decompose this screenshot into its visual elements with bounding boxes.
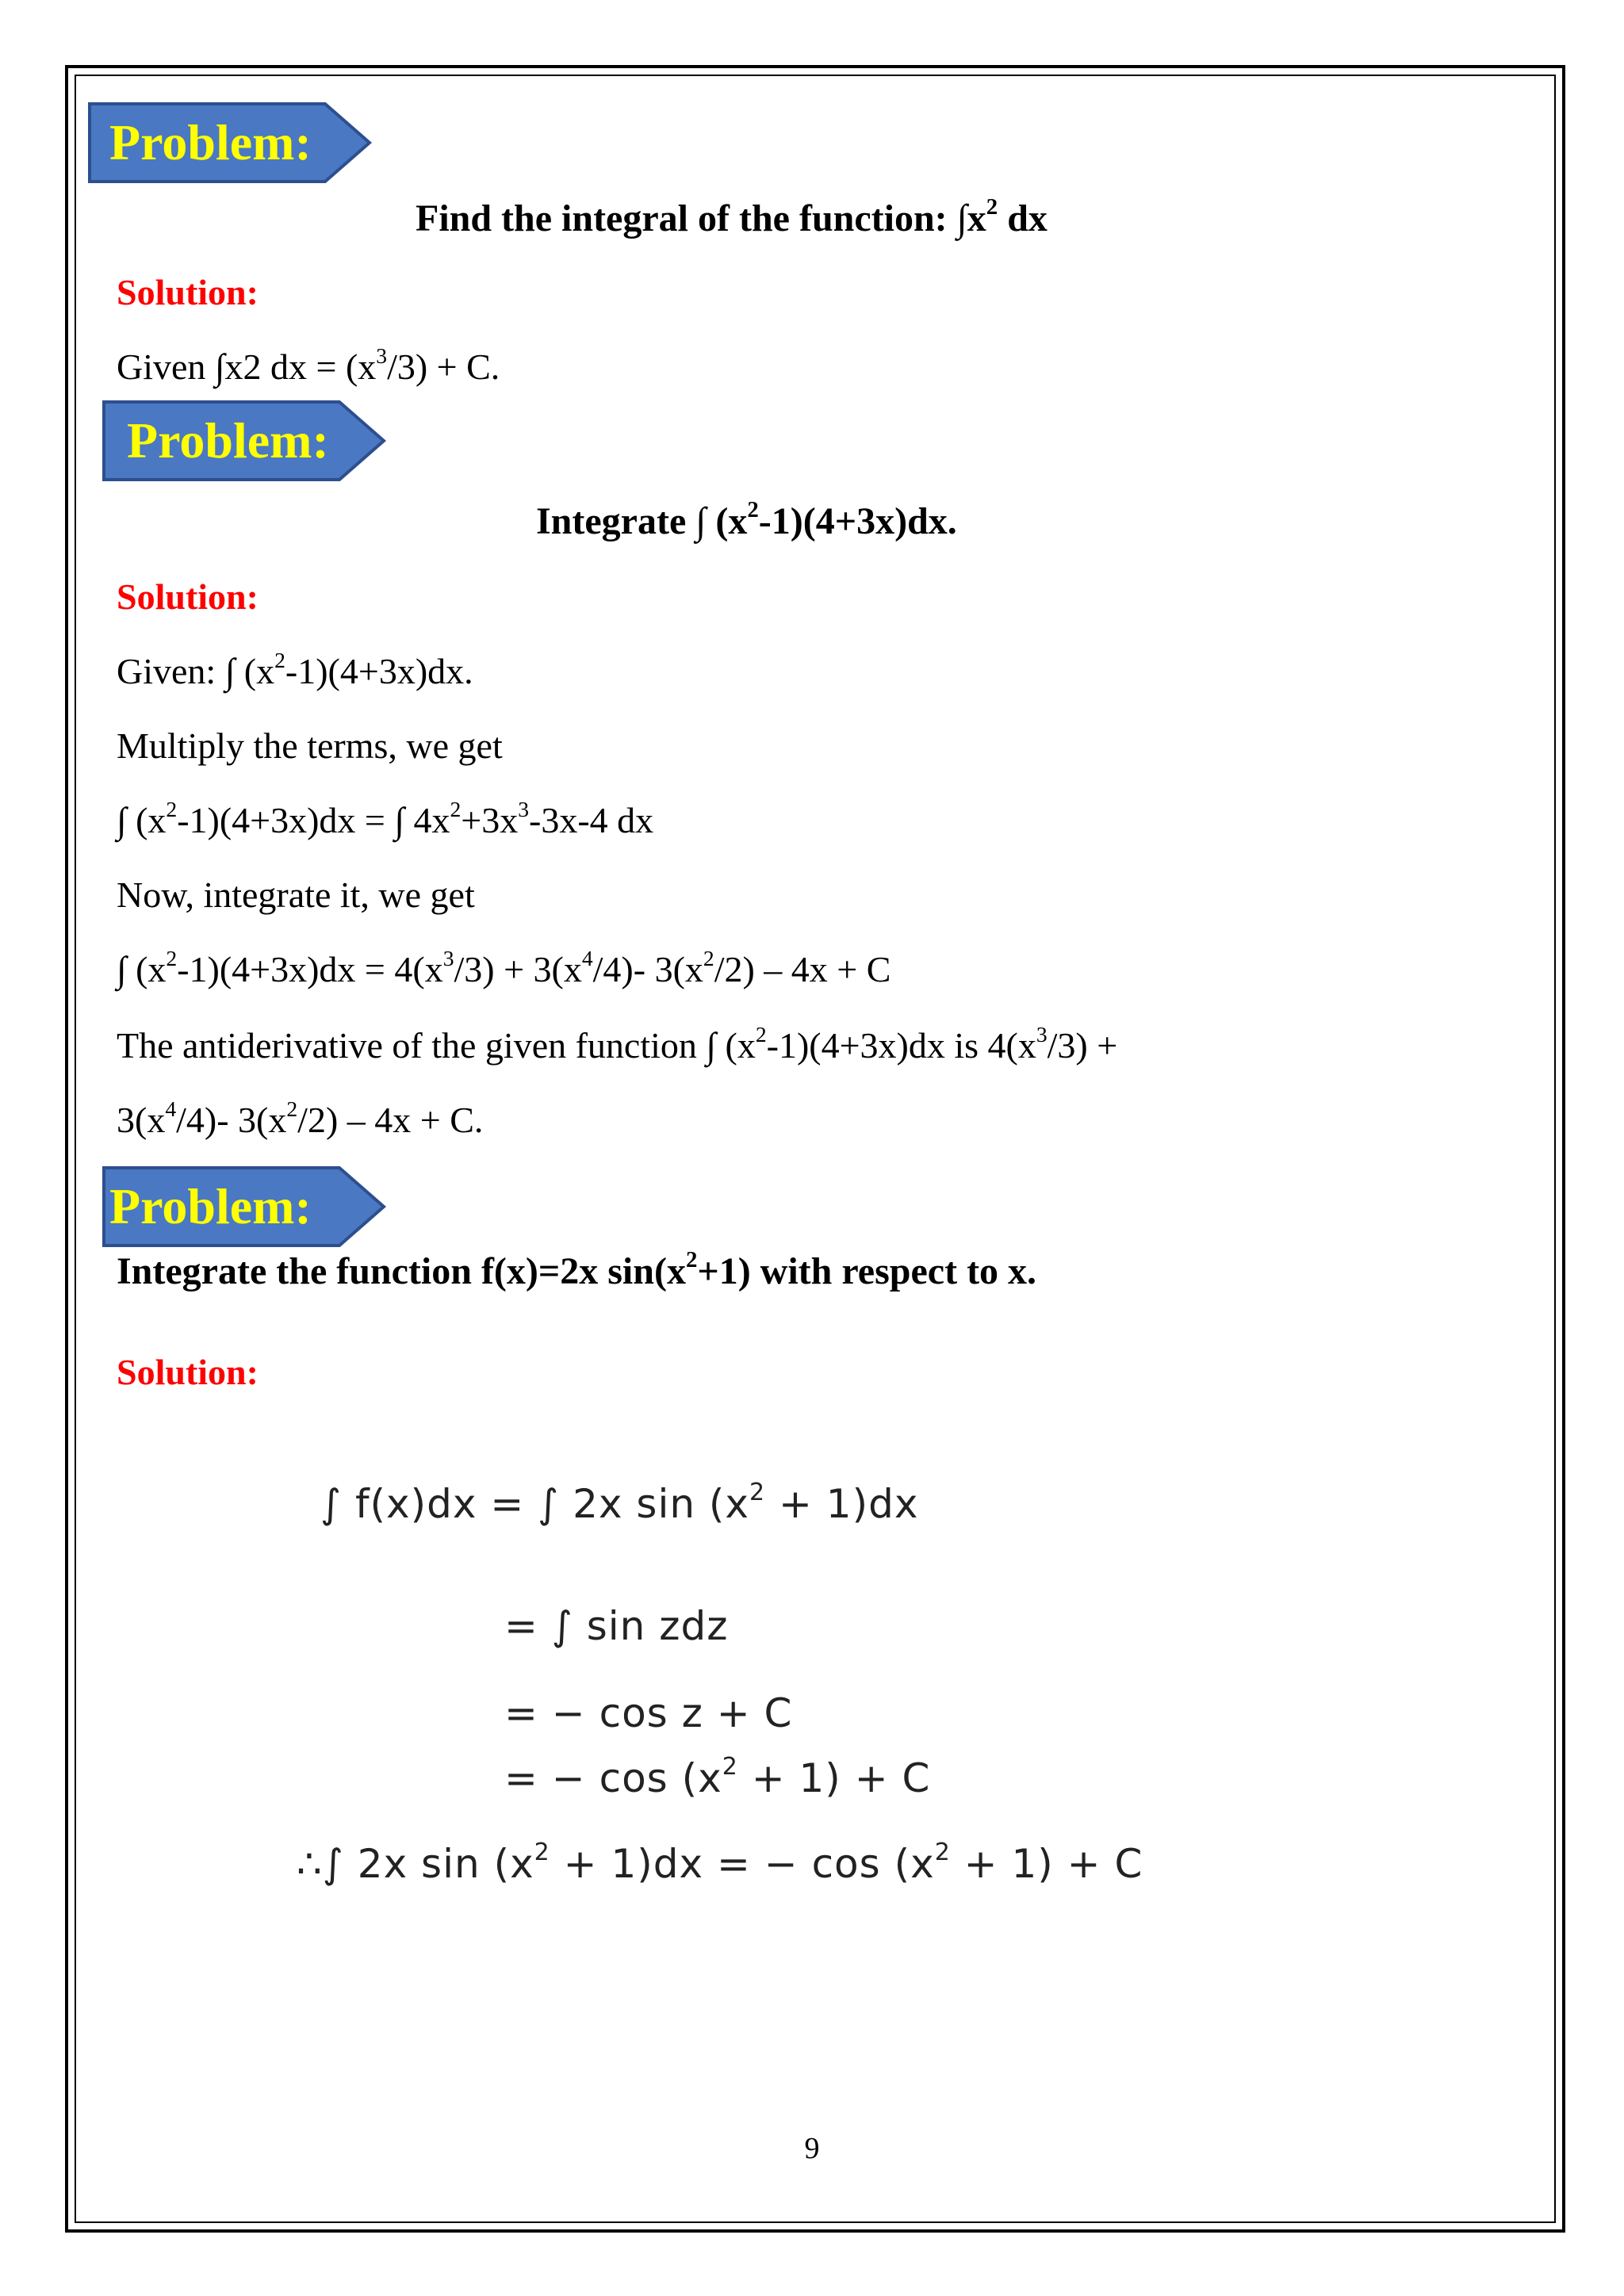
problem-banner-label: Problem: [109,1178,312,1234]
math-line-1: ∫ f(x)dx = ∫ 2x $\sin (x^2 + 1)dx$ [320,1478,919,1527]
problem-statement-3: Integrate the function f(x)=2x $\sin(x^2+1)$ with respect to x. [117,1246,1037,1292]
solution-2-integrate: Now, integrate it, we get [117,874,475,915]
problem-statement-1: Find the integral of the function: $\int x^2$ dx [416,193,1048,239]
solution-label-3: Solution: [117,1352,259,1392]
solution-2-antiderivative: The antiderivative of the given function ∫ $(x^2-1)(4+3x)dx$ is $4(x^3/3)$ + [117,1021,1118,1066]
problem-banner-label: Problem: [127,412,329,469]
solution-label-2: Solution: [117,576,259,617]
math-line-5: ∴∫ 2x $\sin (x^2 + 1)dx$ = − $\cos (x^2 + 1) + C$ [297,1838,1143,1887]
math-line-2: = ∫ sin zdz [504,1603,729,1649]
page-border-inner [75,75,1556,2223]
problem-banner-label: Problem: [109,114,312,170]
solution-label-1: Solution: [117,272,259,312]
math-line-4: = − $\cos (x^2 + 1) + C$ [504,1752,931,1801]
solution-2-given: Given: ∫ $(x^2-1)(4+3x)dx$. [117,647,473,691]
solution-1-line: Given ∫x2 dx = $(x^3/3) + C$. [117,342,500,387]
problem-statement-2: Integrate ∫ $(x^2-1)(4+3x)dx$. [536,496,957,542]
problem-banner-1 [87,101,373,184]
problem-banner-2 [102,400,387,482]
problem-banner-3 [102,1165,387,1248]
solution-2-result: ∫ $(x^2-1)(4+3x)dx = 4(x^3/3) + 3(x^4/4)-$ $3(x^2/2) - 4x + C$ [117,945,891,989]
solution-2-multiply: Multiply the terms, we get [117,725,503,766]
solution-2-expansion: ∫ $(x^2-1)(4+3x)dx$ = ∫ $4x^2+3x^3-3x-4$ dx [117,796,654,840]
math-line-3: = − cos z + C [504,1690,793,1736]
page-number: 9 [804,2132,820,2165]
solution-2-antiderivative-cont: $3(x^4/4)-$ $3(x^2/2) - 4x + C$. [117,1096,484,1140]
